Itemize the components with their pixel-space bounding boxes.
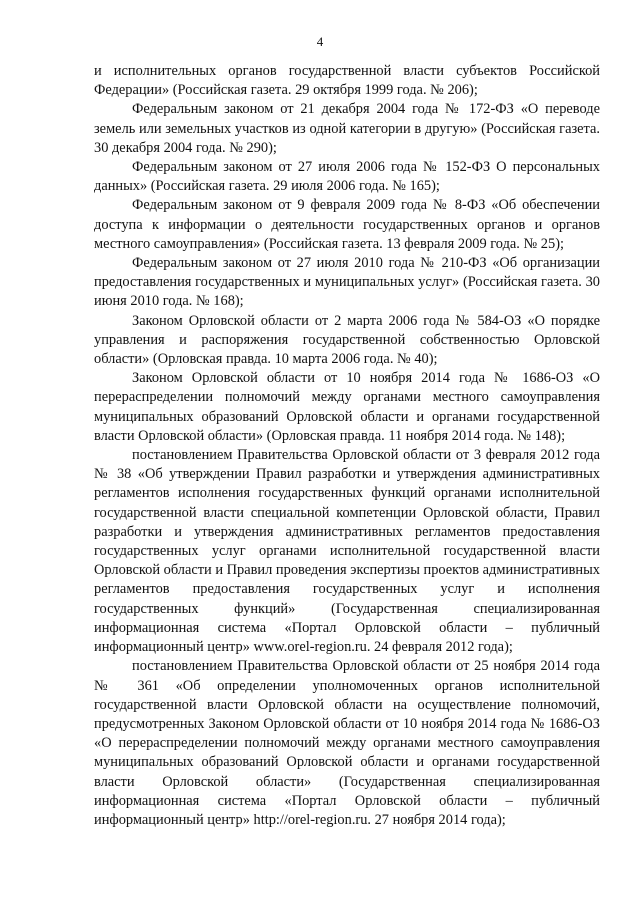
paragraph-7: Законом Орловской области от 10 ноября 2014 года № 1686-ОЗ «О перераспределении полномочий между органами местного самоуправления муниципальных образований Орловской области и органами государственной власти Орловской области» (Орловская правда. 11 ноября 2014 года. № 148); bbox=[94, 370, 600, 444]
paragraph-3: Федеральным законом от 27 июля 2006 года № 152-ФЗ О персональных данных» (Российская газета. 29 июля 2006 года. № 165); bbox=[94, 159, 600, 195]
paragraph-1: и исполнительных органов государственной власти субъектов Российской Федерации» (Российская газета. 29 октября 1999 года. № 206); bbox=[94, 63, 600, 99]
paragraph-2: Федеральным законом от 21 декабря 2004 года № 172-ФЗ «О переводе земель или земельных участков из одной категории в другую» (Российская газета. 30 декабря 2004 года. № 290); bbox=[94, 101, 600, 156]
paragraph-6: Законом Орловской области от 2 марта 2006 года № 584-ОЗ «О порядке управления и распоряжения государственной собственностью Орловской области» (Орловская правда. 10 марта 2006 года. № 40); bbox=[94, 312, 600, 368]
paragraph-4: Федеральным законом от 9 февраля 2009 года № 8-ФЗ «Об обеспечении доступа к информации о деятельности государственных органов и органов местного самоуправления» (Российская газета. 13 февраля 2009 года. № 25); bbox=[94, 197, 600, 252]
page-number: 4 bbox=[316, 34, 324, 49]
paragraph-8: постановлением Правительства Орловской области от 3 февраля 2012 года № 38 «Об утверждении Правил разработки и утверждения административных регламентов исполнения государственных функций органами исполнительной государственной власти специальной компетенции Орловской области, Правил разработки и утверждения административных регламентов предоставления государственных услуг органами исполнительной государственной власти Орловской области и Правил проведения экспертизы проектов административных регламентов предоставления государственных услуг и исполнения государственных функций» (Государственная специализированная информационная система «Портал Орловской области – публичный информационный центр» www.orel-region.ru. 24 февраля 2012 года); bbox=[94, 447, 600, 656]
document-body bbox=[94, 62, 600, 830]
paragraph-9: постановлением Правительства Орловской области от 25 ноября 2014 года № 361 «Об определении уполномоченных органов исполнительной государственной власти Орловской области на осуществление полномочий, предусмотренных Законом Орловской области от 10 ноября 2014 года № 1686-ОЗ «О перераспределении полномочий между органами местного самоуправления муниципальных образований Орловской области и органами государственной власти Орловской области» (Государственная специализированная информационная система «Портал Орловской области – публичный информационный центр» http://orel-region.ru. 27 ноября 2014 года); bbox=[94, 658, 600, 828]
paragraph-5: Федеральным законом от 27 июля 2010 года № 210-ФЗ «Об организации предоставления государственных и муниципальных услуг» (Российская газета. 30 июня 2010 года. № 168); bbox=[94, 255, 600, 310]
